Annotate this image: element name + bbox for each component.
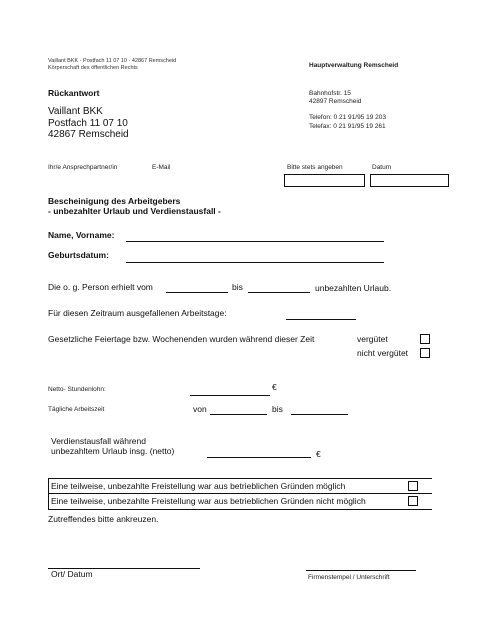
- reply-address-postbox: Postfach 11 07 10: [48, 117, 128, 129]
- birth-date-field[interactable]: [126, 262, 384, 263]
- stamp-signature-field[interactable]: [306, 570, 416, 571]
- partial-section-left-rule: [48, 478, 49, 509]
- not-paid-label: nicht vergütet: [357, 348, 409, 358]
- reference-number-field[interactable]: [284, 174, 365, 187]
- holidays-text: Gesetzliche Feiertage bzw. Wochenenden wurden während dieser Zeit: [48, 334, 315, 344]
- sender-legal-form: Körperschaft des öffentlichen Rechts: [48, 65, 138, 71]
- paid-checkbox[interactable]: [420, 334, 430, 344]
- leave-to-field[interactable]: [248, 292, 310, 293]
- reply-address-name: Vaillant BKK: [48, 106, 103, 117]
- earnings-loss-label-2: unbezahltem Urlaub insg. (netto): [51, 446, 175, 456]
- date-label: Datum: [372, 164, 392, 171]
- partial-possible-checkbox[interactable]: [408, 481, 418, 491]
- daily-hours-to-field[interactable]: [291, 414, 348, 415]
- lost-days-field[interactable]: [286, 319, 356, 320]
- partial-section-bottom-rule: [48, 509, 432, 510]
- lost-days-label: Für diesen Zeitraum ausgefallenen Arbeitstage:: [48, 308, 227, 318]
- paid-label: vergütet: [357, 334, 388, 344]
- please-state-label: Bitte stets angeben: [287, 164, 343, 171]
- sender-line: Vaillant BKK · Postfach 11 07 10 · 42867 Remscheid: [48, 58, 177, 64]
- birth-date-label: Geburtsdatum:: [48, 250, 109, 260]
- tick-note: Zutreffendes bitte ankreuzen.: [48, 514, 159, 524]
- net-wage-field[interactable]: [190, 395, 270, 396]
- unpaid-leave-text: unbezahlten Urlaub.: [315, 283, 392, 293]
- net-wage-label: Netto- Stundenlohn:: [48, 386, 106, 393]
- head-office-street: Bahnhofstr. 15: [309, 90, 351, 97]
- name-label: Name, Vorname:: [48, 230, 115, 240]
- earnings-loss-field[interactable]: [207, 457, 311, 458]
- net-wage-euro: €: [272, 382, 277, 392]
- email-label: E-Mail: [152, 164, 171, 171]
- daily-hours-from-label: von: [193, 404, 207, 414]
- daily-hours-label: Tägliche Arbeitszeit: [48, 406, 105, 413]
- head-office-city: 42897 Remscheid: [309, 98, 362, 105]
- leave-period-text: Die o. g. Person erhielt vom: [48, 282, 153, 292]
- leave-to-label: bis: [232, 282, 243, 292]
- contact-person-label: Ihr/e Ansprechpartner/in: [48, 164, 118, 171]
- leave-from-field[interactable]: [166, 292, 228, 293]
- stamp-signature-label: Firmenstempel / Unterschrift: [308, 574, 390, 581]
- form-subtitle: - unbezahlter Urlaub und Verdienstausfall -: [48, 206, 221, 216]
- daily-hours-to-label: bis: [272, 404, 283, 414]
- partial-section-middle-rule: [48, 493, 432, 494]
- place-date-label: Ort/ Datum: [51, 569, 93, 579]
- form-title: Bescheinigung des Arbeitgebers: [48, 196, 181, 206]
- partial-possible-text: Eine teilweise, unbezahlte Freistellung war aus betrieblichen Gründen möglich: [51, 481, 346, 491]
- reply-address-city: 42867 Remscheid: [48, 129, 129, 140]
- partial-not-possible-text: Eine teilweise, unbezahlte Freistellung war aus betrieblichen Gründen nicht möglich: [51, 496, 366, 506]
- partial-section-top-rule: [48, 478, 432, 479]
- head-office-fax: Telefax: 0 21 91/95 19 261: [309, 123, 386, 130]
- earnings-loss-euro: €: [316, 449, 321, 459]
- head-office-phone: Telefon: 0 21 91/95 19 203: [309, 114, 386, 121]
- earnings-loss-label-1: Verdienstausfall während: [51, 436, 146, 446]
- name-field[interactable]: [126, 241, 384, 242]
- head-office-title: Hauptverwaltung Remscheid: [309, 62, 399, 69]
- daily-hours-from-field[interactable]: [210, 414, 267, 415]
- not-paid-checkbox[interactable]: [420, 348, 430, 358]
- reference-date-field[interactable]: [370, 174, 449, 187]
- reply-title: Rückantwort: [48, 88, 100, 98]
- partial-not-possible-checkbox[interactable]: [408, 496, 418, 506]
